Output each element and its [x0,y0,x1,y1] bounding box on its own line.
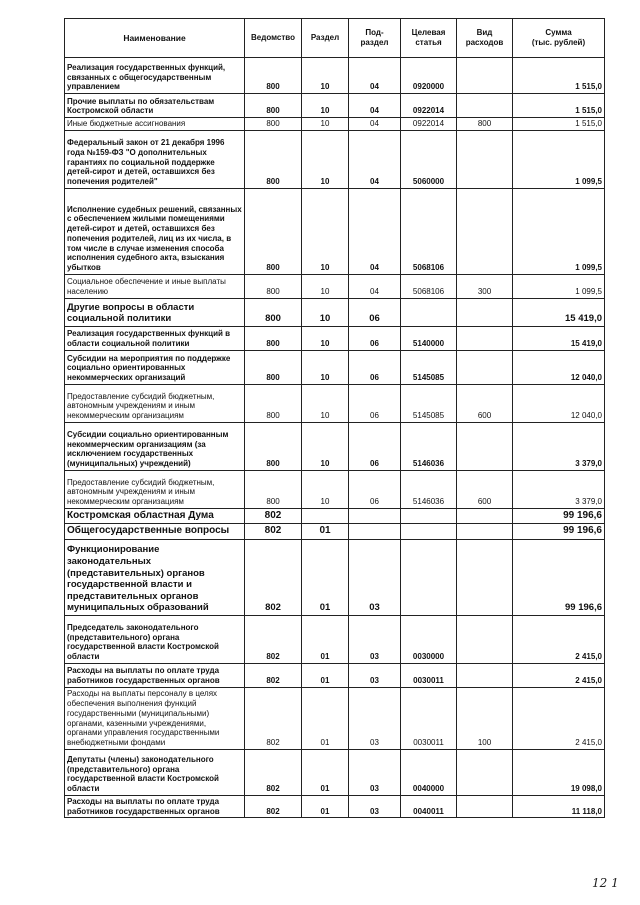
row-name: Расходы на выплаты персоналу в целях обеспечения выполнения функций государственными (муниципальными) органами, казенными учреждениями, органами управления государственными внебюджетными фондами [65,687,245,749]
row-section: 01 [302,615,349,663]
row-department: 802 [245,749,302,795]
table-row [65,130,605,188]
row-department: 802 [245,523,302,539]
row-section: 10 [302,298,349,326]
table-row [65,298,605,326]
row-subsection: 04 [349,188,401,274]
row-target-article: 0040000 [401,749,457,795]
row-subsection: 03 [349,539,401,615]
row-subsection: 03 [349,615,401,663]
table-row [65,118,605,131]
row-target-article: 5145085 [401,350,457,384]
row-expense-type [457,58,513,94]
row-target-article: 5068106 [401,274,457,298]
row-sum: 1 515,0 [513,118,605,131]
row-department: 800 [245,326,302,350]
row-sum: 1 099,5 [513,188,605,274]
row-department: 802 [245,687,302,749]
col-header-name: Наименование [65,19,245,58]
table-row [65,384,605,422]
row-target-article: 0920000 [401,58,457,94]
row-name: Депутаты (члены) законодательного (представительного) органа государственной власти Костромской области [65,749,245,795]
col-header-sum: Сумма (тыс. рублей) [513,19,605,58]
row-section: 10 [302,470,349,508]
row-name: Другие вопросы в области социальной политики [65,298,245,326]
row-target-article: 5060000 [401,130,457,188]
row-name: Субсидии на мероприятия по поддержке социально ориентированных некоммерческих организаций [65,350,245,384]
row-section: 10 [302,118,349,131]
row-subsection: 06 [349,350,401,384]
row-expense-type [457,663,513,687]
row-target-article [401,539,457,615]
row-department: 800 [245,130,302,188]
col-header-subsection: Под- раздел [349,19,401,58]
row-name: Костромская областная Дума [65,508,245,523]
table-row [65,350,605,384]
row-department: 800 [245,298,302,326]
row-sum: 2 415,0 [513,663,605,687]
row-target-article: 0030011 [401,687,457,749]
table-row [65,687,605,749]
table-row [65,94,605,118]
row-target-article: 0040011 [401,795,457,818]
row-department: 802 [245,539,302,615]
row-department: 800 [245,470,302,508]
row-department: 800 [245,118,302,131]
row-expense-type: 300 [457,274,513,298]
page-number-mark: 12 1 [592,876,619,890]
row-department: 800 [245,274,302,298]
row-target-article [401,298,457,326]
row-subsection: 06 [349,298,401,326]
col-header-type: Вид расходов [457,19,513,58]
row-expense-type [457,350,513,384]
table-row [65,615,605,663]
table-row [65,274,605,298]
row-department: 800 [245,350,302,384]
row-section: 10 [302,350,349,384]
row-expense-type [457,130,513,188]
row-target-article: 5068106 [401,188,457,274]
row-sum: 2 415,0 [513,687,605,749]
budget-table [64,18,605,818]
row-subsection: 04 [349,58,401,94]
row-section: 10 [302,384,349,422]
row-department: 800 [245,188,302,274]
table-row [65,326,605,350]
table-row [65,749,605,795]
row-subsection: 03 [349,749,401,795]
row-sum: 2 415,0 [513,615,605,663]
row-target-article: 0030011 [401,663,457,687]
row-expense-type: 100 [457,687,513,749]
row-department: 802 [245,663,302,687]
row-subsection: 03 [349,795,401,818]
row-subsection: 06 [349,470,401,508]
row-sum: 15 419,0 [513,326,605,350]
row-expense-type [457,508,513,523]
row-section [302,508,349,523]
row-department: 802 [245,615,302,663]
row-section: 10 [302,58,349,94]
row-subsection: 06 [349,326,401,350]
table-row [65,795,605,818]
row-target-article: 5145085 [401,384,457,422]
row-name: Субсидии социально ориентированным некоммерческим организациям (за исключением государственных (муниципальных) учреждений) [65,422,245,470]
row-sum: 19 098,0 [513,749,605,795]
row-subsection: 04 [349,274,401,298]
row-sum: 15 419,0 [513,298,605,326]
row-expense-type [457,615,513,663]
row-name: Расходы на выплаты по оплате труда работников государственных органов [65,795,245,818]
row-sum: 1 515,0 [513,94,605,118]
row-section: 01 [302,523,349,539]
table-row [65,523,605,539]
row-expense-type [457,326,513,350]
row-subsection [349,523,401,539]
row-sum: 11 118,0 [513,795,605,818]
row-expense-type [457,188,513,274]
row-section: 10 [302,130,349,188]
row-section: 01 [302,795,349,818]
row-target-article: 0030000 [401,615,457,663]
row-section: 01 [302,539,349,615]
row-sum: 12 040,0 [513,350,605,384]
row-name: Реализация государственных функций, связанных с общегосударственным управлением [65,58,245,94]
row-target-article: 5146036 [401,422,457,470]
row-sum: 99 196,6 [513,508,605,523]
row-sum: 1 099,5 [513,130,605,188]
row-target-article: 0922014 [401,94,457,118]
row-department: 802 [245,795,302,818]
row-name: Социальное обеспечение и иные выплаты населению [65,274,245,298]
row-section: 10 [302,274,349,298]
row-section: 01 [302,749,349,795]
row-expense-type [457,422,513,470]
row-expense-type: 800 [457,118,513,131]
row-section: 10 [302,422,349,470]
row-name: Расходы на выплаты по оплате труда работников государственных органов [65,663,245,687]
row-target-article [401,523,457,539]
row-department: 800 [245,58,302,94]
row-target-article: 5146036 [401,470,457,508]
row-expense-type [457,94,513,118]
table-body [65,58,605,818]
row-sum: 1 515,0 [513,58,605,94]
row-sum: 3 379,0 [513,470,605,508]
row-section: 10 [302,326,349,350]
table-row [65,470,605,508]
row-target-article: 5140000 [401,326,457,350]
row-name: Федеральный закон от 21 декабря 1996 года №159-ФЗ "О дополнительных гарантиях по социальной поддержке детей-сирот и детей, оставшихся без попечения родителей" [65,130,245,188]
row-name: Иные бюджетные ассигнования [65,118,245,131]
row-department: 800 [245,384,302,422]
row-name: Функционирование законодательных (представительных) органов государственной власти и представительных органов муниципальных образований [65,539,245,615]
row-section: 01 [302,687,349,749]
col-header-target: Целевая статья [401,19,457,58]
row-department: 802 [245,508,302,523]
header-row [65,19,605,58]
row-name: Предоставление субсидий бюджетным, автономным учреждениям и иным некоммерческим организациям [65,384,245,422]
col-header-department: Ведомство [245,19,302,58]
row-sum: 3 379,0 [513,422,605,470]
row-expense-type [457,539,513,615]
table-row [65,539,605,615]
row-section: 10 [302,94,349,118]
row-expense-type [457,523,513,539]
row-expense-type [457,749,513,795]
row-expense-type: 600 [457,470,513,508]
row-subsection: 04 [349,94,401,118]
row-subsection [349,508,401,523]
table-row [65,58,605,94]
row-subsection: 04 [349,130,401,188]
table-row [65,508,605,523]
row-sum: 1 099,5 [513,274,605,298]
row-expense-type [457,298,513,326]
row-name: Прочие выплаты по обязательствам Костромской области [65,94,245,118]
table-row [65,422,605,470]
row-expense-type: 600 [457,384,513,422]
row-name: Реализация государственных функций в области социальной политики [65,326,245,350]
row-name: Исполнение судебных решений, связанных с обеспечением жилыми помещениями детей-сирот и детей, оставшихся без попечения родителей, лиц из их числа, в том числе в случае изменения способа исполнения судебного акта, взыскания убытков [65,188,245,274]
row-sum: 99 196,6 [513,539,605,615]
row-department: 800 [245,422,302,470]
row-subsection: 06 [349,384,401,422]
row-section: 10 [302,188,349,274]
row-name: Общегосударственные вопросы [65,523,245,539]
row-name: Председатель законодательного (представительного) органа государственной власти Костромской области [65,615,245,663]
row-subsection: 04 [349,118,401,131]
row-sum: 99 196,6 [513,523,605,539]
row-name: Предоставление субсидий бюджетным, автономным учреждениям и иным некоммерческим организациям [65,470,245,508]
col-header-section: Раздел [302,19,349,58]
row-subsection: 03 [349,687,401,749]
row-target-article [401,508,457,523]
row-section: 01 [302,663,349,687]
row-sum: 12 040,0 [513,384,605,422]
row-target-article: 0922014 [401,118,457,131]
table-row [65,663,605,687]
table-row [65,188,605,274]
row-expense-type [457,795,513,818]
row-subsection: 06 [349,422,401,470]
row-subsection: 03 [349,663,401,687]
row-department: 800 [245,94,302,118]
